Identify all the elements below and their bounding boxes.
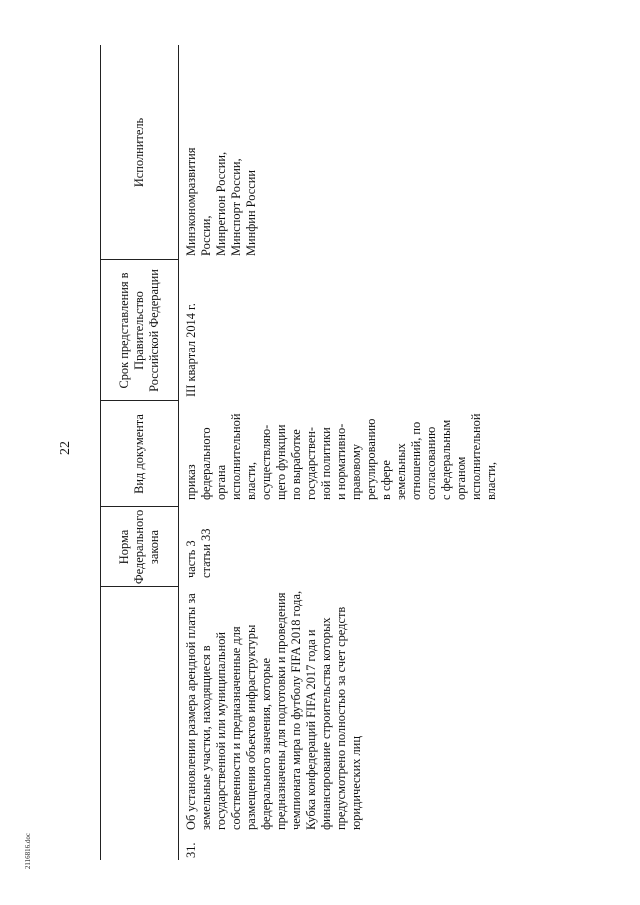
row-doc-type: приказ федерального органа исполнительной власти, осуществляю- щего функции по выработке государствен- ной политики и нормативно- правовому регулированию в сфере земельных отношений, по согласованию с федеральным органом исполнительной власти,	[184, 413, 498, 500]
row-title: Об установлении размера арендной платы за земельные участки, находящиеся в государственной или муниципальной собственности и предназначенные для размещения объектов инфраструктуры федерального значения, которые предназначены для подготовки и проведения чемпионата мира по футболу FIFA 2018 года, Кубка конфедераций FIFA 2017 года и финансирование строительства которых предусмотрено полностью за счет средств юридических лиц	[184, 590, 363, 830]
header-deadline: Срок представления в Правительство Российской Федерации	[116, 269, 161, 392]
page-number: 22	[58, 441, 73, 455]
row-number: 31.	[184, 842, 198, 858]
row-norm: часть 3 статьи 33	[184, 528, 213, 578]
document-id: 2116816.doc	[24, 832, 32, 870]
header-norm: Норма Федерального закона	[116, 509, 161, 585]
row-executor: Минэкономразвития России, Минрегион России, Минспорт России, Минфин России	[184, 147, 258, 256]
header-executor: Исполнитель	[131, 117, 146, 188]
header-doc-type: Вид документа	[131, 414, 146, 494]
row-deadline: III квартал 2014 г.	[184, 303, 198, 397]
legislation-table	[100, 45, 540, 860]
header-divider	[178, 45, 179, 860]
